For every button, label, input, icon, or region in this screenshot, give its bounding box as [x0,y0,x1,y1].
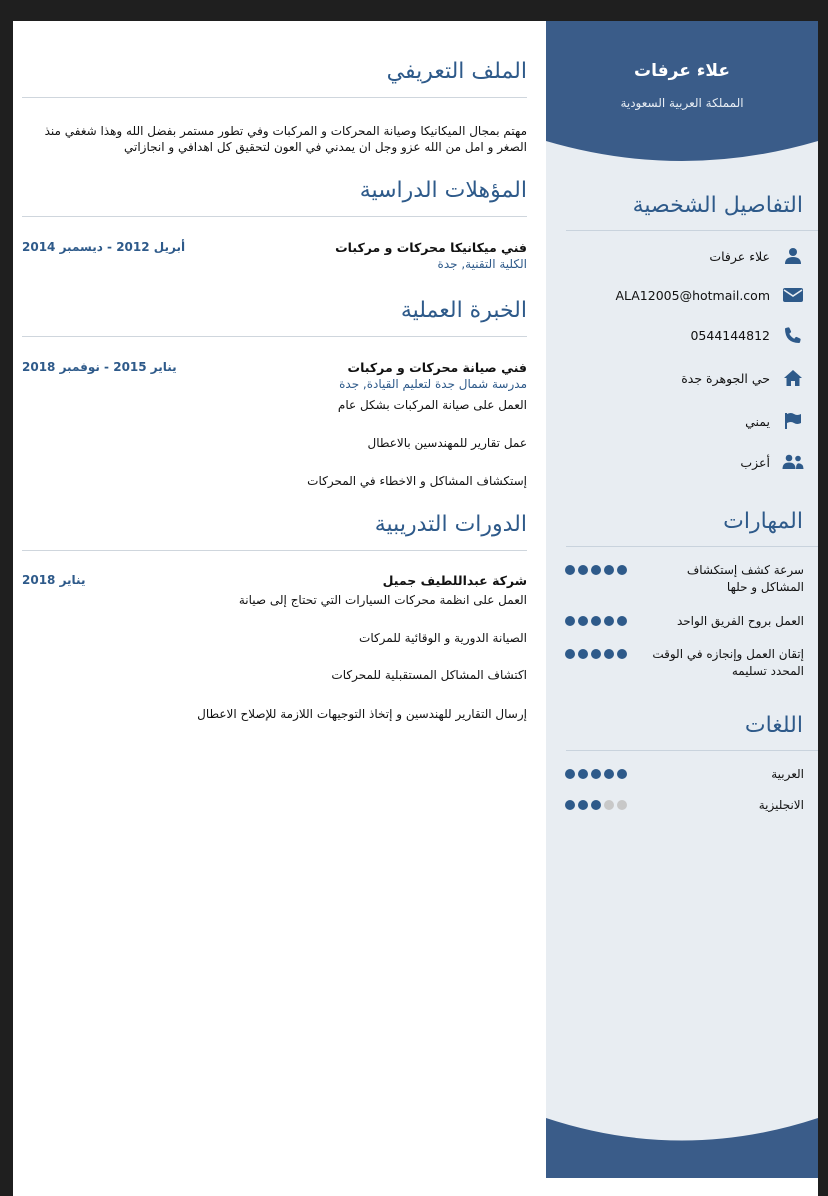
rating-dots [565,616,627,626]
rating-dot-filled [578,616,588,626]
profile-title: الملف التعريفي [386,59,527,84]
detail-text: حي الجوهرة جدة [681,370,770,386]
rating-dot-filled [617,769,627,779]
education-date: أبريل 2012 - ديسمبر 2014 [22,240,186,254]
experience-employer: مدرسة شمال جدة لتعليم القيادة, جدة [339,377,527,391]
rating-dot-filled [617,616,627,626]
rating-dot-filled [591,769,601,779]
training-item: اكتشاف المشاكل المستقبلية للمحركات [331,668,527,682]
detail-text: أعزب [740,454,770,470]
experience-job-title: فني صيانة محركات و مركبات [347,360,527,375]
rating-dot-filled [565,769,575,779]
rating-dot-filled [591,649,601,659]
rating-dot-filled [578,649,588,659]
flag-icon [782,411,804,431]
rating-dot-filled [591,800,601,810]
rating-dot-filled [617,565,627,575]
profile-divider [22,97,527,98]
training-company: شركة عبداللطيف جميل [382,573,527,588]
training-title: الدورات التدريبية [374,512,527,537]
training-item: إرسال التقارير للهندسين و إتخاذ التوجيهات اللازمة للإصلاح الاعطال [197,707,527,721]
rating-dot-filled [578,565,588,575]
detail-phone [560,323,804,347]
candidate-country: المملكة العربية السعودية [620,96,744,110]
rating-dot-filled [604,565,614,575]
skills-divider [566,546,818,547]
experience-duty: إستكشاف المشاكل و الاخطاء في المحركات [307,474,527,488]
rating-dots [565,565,627,575]
detail-text: ALA12005@hotmail.com [615,287,770,303]
rating-dot-filled [565,565,575,575]
skill-row [565,646,804,680]
detail-text: 0544144812 [690,327,770,343]
skills-title: المهارات [723,509,803,534]
person-icon [782,246,804,266]
languages-title: اللغات [744,713,803,738]
rating-dot-empty [604,800,614,810]
rating-dot-filled [578,800,588,810]
detail-nationality [560,409,804,433]
rating-dot-filled [565,800,575,810]
rating-dot-empty [617,800,627,810]
experience-duty: العمل على صيانة المركبات بشكل عام [337,398,527,412]
skill-name: إتقان العمل وإنجازه في الوقت المحدد تسليمه [652,647,804,678]
profile-text: مهتم بمجال الميكانيكا وصيانة المحركات و المركبات وفي تطور مستمر بفضل الله وهذا شغفي منذ الصغر و امل من الله عزو وجل ان يمدني في العون لتحقيق كل اهدافي و انجازاتي [44,124,527,154]
skill-name: سرعة كشف إستكشاف المشاكل و حلها [686,563,804,594]
phone-icon [782,325,804,345]
detail-text: علاء عرفات [709,248,770,264]
rating-dot-filled [578,769,588,779]
rating-dot-filled [591,616,601,626]
rating-dots [565,800,627,810]
education-institution: الكلية التقنية, جدة [437,257,527,271]
detail-marital-status [560,450,804,474]
training-item: العمل على انظمة محركات السيارات التي تحتاج إلى صيانة [238,593,527,607]
rating-dot-filled [565,616,575,626]
skill-row [565,613,804,630]
rating-dot-filled [565,649,575,659]
experience-duty: عمل تقارير للمهندسين بالاعطال [367,436,527,450]
resume-page [13,21,818,1196]
language-row [565,766,804,783]
rating-dot-filled [617,649,627,659]
education-divider [22,216,527,217]
candidate-name: علاء عرفات [634,61,730,81]
rating-dot-filled [604,649,614,659]
detail-address [560,366,804,390]
envelope-icon [782,285,804,305]
personal-details-divider [566,230,818,231]
language-name: العربية [771,767,804,781]
training-divider [22,550,527,551]
rating-dot-filled [604,616,614,626]
languages-divider [566,750,818,751]
rating-dots [565,769,627,779]
skill-row [565,562,804,596]
rating-dots [565,649,627,659]
education-title: المؤهلات الدراسية [359,178,527,203]
personal-details-title: التفاصيل الشخصية [632,193,803,218]
people-icon [782,452,804,472]
training-item: الصيانة الدورية و الوقائية للمركات [359,631,527,645]
training-date: يناير 2018 [22,573,86,587]
sidebar-header [546,21,818,166]
education-degree: فني ميكانيكا محركات و مركبات [335,240,527,255]
rating-dot-filled [591,565,601,575]
sidebar-footer [546,1118,818,1178]
home-icon [782,368,804,388]
experience-divider [22,336,527,337]
detail-name [560,244,804,268]
experience-title: الخبرة العملية [400,298,527,323]
language-name: الانجليزية [758,798,804,812]
detail-email [560,283,804,307]
experience-date: يناير 2015 - نوفمبر 2018 [22,360,177,374]
sidebar [546,21,818,1178]
detail-text: يمني [745,413,770,429]
rating-dot-filled [604,769,614,779]
language-row [565,797,804,814]
skill-name: العمل بروح الفريق الواحد [676,614,804,628]
